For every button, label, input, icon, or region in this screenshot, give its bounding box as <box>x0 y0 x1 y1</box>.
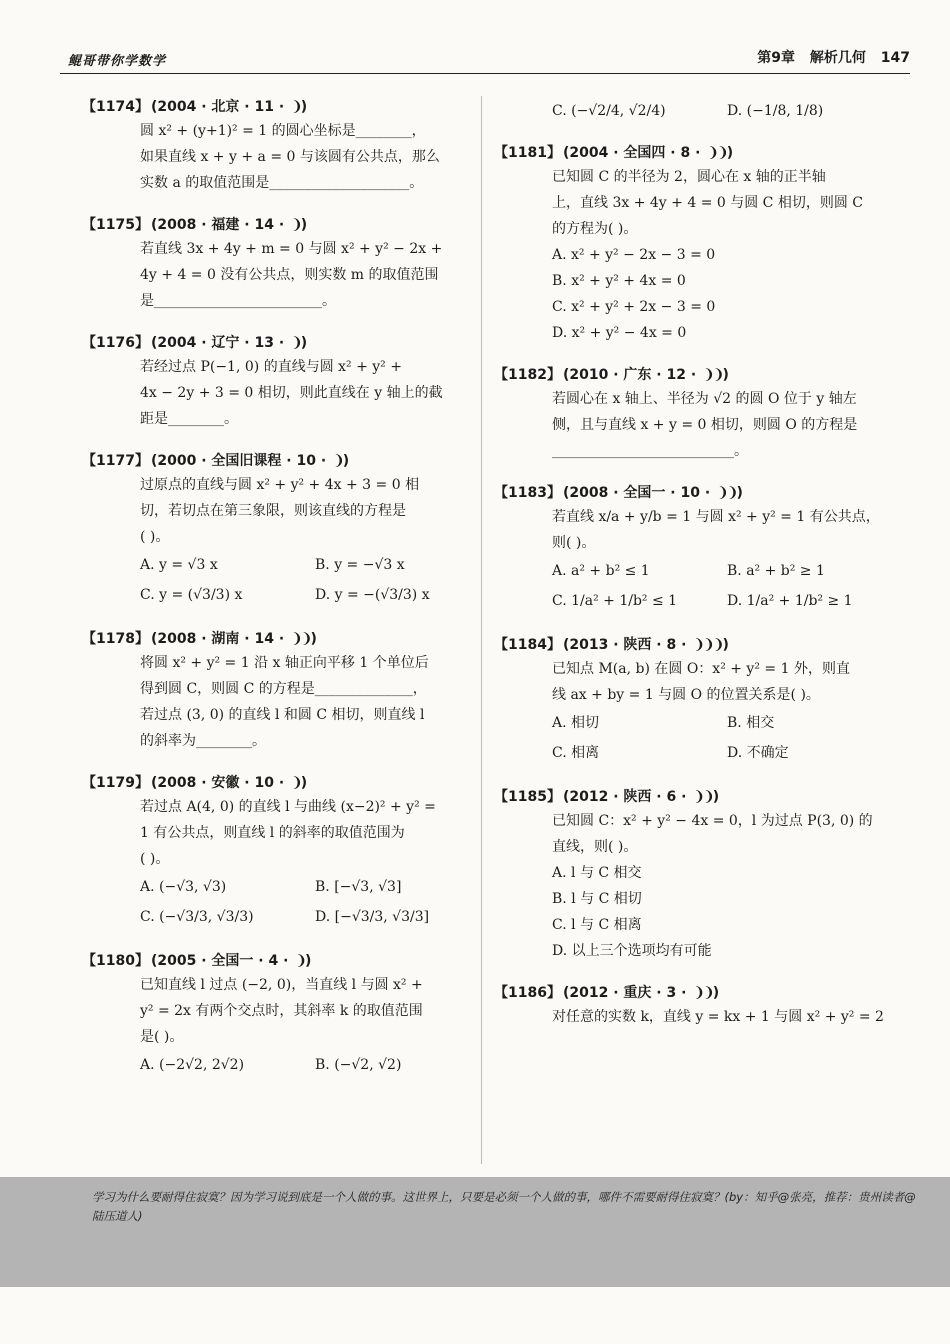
problem-text-line: 过原点的直线与圆 x² + y² + 4x + 3 = 0 相 <box>140 477 420 493</box>
problem-heading <box>494 634 879 656</box>
problem-text-line: 如果直线 x + y + a = 0 与该圆有公共点，那么 <box>140 149 440 165</box>
source-close-paren: ) <box>722 637 729 653</box>
problem-number: 【1179】 <box>82 775 149 791</box>
answer-option: D. 以上三个选项均有可能 <box>552 943 712 959</box>
answer-option: A. a² + b² ≤ 1 <box>552 563 650 579</box>
difficulty-moon-icon: ❩❩ <box>707 145 727 161</box>
footer-quote: 学习为什么要耐得住寂寞？因为学习说到底是一个人做的事。这世界上，只要是必须一个人做的事，哪件不需要耐得住寂寞？(by：知乎@张亮，推荐：贵州读者@陆压道人) <box>92 1190 916 1223</box>
answer-options <box>140 550 462 610</box>
problem-number: 【1182】 <box>494 367 561 383</box>
answer-option: B. a² + b² ≥ 1 <box>727 563 825 579</box>
answer-option: C. x² + y² + 2x − 3 = 0 <box>552 299 716 315</box>
problem <box>82 214 462 314</box>
source-close-paren: ) <box>300 217 308 233</box>
problem-text-line: 若过点 (3, 0) 的直线 l 和圆 C 相切，则直线 l <box>140 707 425 723</box>
problem <box>494 634 879 768</box>
problem <box>82 450 462 610</box>
problem-number: 【1186】 <box>494 985 561 1001</box>
problem-number: 【1184】 <box>494 637 561 653</box>
problem <box>82 950 462 1080</box>
problem-heading <box>82 628 462 650</box>
left-column <box>82 96 462 1098</box>
problem-text-line: 将圆 x² + y² = 1 沿 x 轴正向平移 1 个单位后 <box>140 655 429 671</box>
problem-text-line: 1 有公共点，则直线 l 的斜率的取值范围为 <box>140 825 405 841</box>
problem-text-line: 4y + 4 = 0 没有公共点，则实数 m 的取值范围 <box>140 267 439 283</box>
problem-body <box>140 650 462 754</box>
difficulty-moon-icon: ❩❩ <box>693 985 713 1001</box>
answer-option: A. (−2√2, 2√2) <box>140 1057 245 1073</box>
problem-body <box>552 656 879 768</box>
problem-text-line: 若直线 3x + 4y + m = 0 与圆 x² + y² − 2x + <box>140 241 443 257</box>
section-title: 解析几何 <box>809 50 866 66</box>
problem-body <box>140 354 462 432</box>
problem-text-line: 对任意的实数 k，直线 y = kx + 1 与圆 x² + y² = 2 <box>552 1009 884 1025</box>
problem-text-line: 是( )。 <box>140 1029 184 1045</box>
problem-number: 【1183】 <box>494 485 561 501</box>
problem-text-line: 侧，且与直线 x + y = 0 相切，则圆 O 的方程是 <box>552 417 858 433</box>
problem-text-line: 是________________________。 <box>140 293 336 309</box>
problem-text-line: 已知直线 l 过点 (−2, 0)，当直线 l 与圆 x² + <box>140 977 423 993</box>
answer-option: D. x² + y² − 4x = 0 <box>552 325 687 341</box>
problem-body <box>140 236 462 314</box>
answer-options <box>552 860 879 964</box>
problem-heading <box>494 982 879 1004</box>
problem-source: (2004 · 全国四 · 8 · <box>562 145 706 161</box>
problem-number: 【1177】 <box>82 453 149 469</box>
problem-number: 【1174】 <box>82 99 149 115</box>
problem <box>494 364 879 464</box>
source-close-paren: ) <box>300 775 308 791</box>
problem-text-line: 的斜率为________。 <box>140 733 266 749</box>
difficulty-moon-icon: ❩ <box>291 217 301 233</box>
problem-body <box>140 794 462 932</box>
carried-over-options <box>552 96 879 126</box>
problem-text-line: 的方程为( )。 <box>552 221 638 237</box>
problem <box>82 628 462 754</box>
problem-text-line: 切，若切点在第三象限，则该直线的方程是 <box>140 503 406 519</box>
difficulty-moon-icon: ❩❩ <box>693 789 713 805</box>
answer-options <box>140 872 462 932</box>
problem-number: 【1176】 <box>82 335 149 351</box>
answer-option: C. 1/a² + 1/b² ≤ 1 <box>552 593 678 609</box>
difficulty-moon-icon: ❩ <box>291 775 301 791</box>
answer-option: B. [−√3, √3] <box>315 879 402 895</box>
problem-text-line: 已知圆 C 的半径为 2，圆心在 x 轴的正半轴 <box>552 169 826 185</box>
answer-option: B. (−√2, √2) <box>315 1057 402 1073</box>
problem-text-line: 已知点 M(a, b) 在圆 O：x² + y² = 1 外，则直 <box>552 661 850 677</box>
problem-body <box>140 472 462 610</box>
problem <box>494 142 879 346</box>
problem-source: (2004 · 北京 · 11 · <box>150 99 290 115</box>
answer-options <box>140 1050 462 1080</box>
problem-heading <box>494 786 879 808</box>
right-column <box>494 96 884 1048</box>
answer-options <box>552 556 879 616</box>
problem-body <box>552 808 879 964</box>
problem-source: (2008 · 福建 · 14 · <box>150 217 290 233</box>
answer-option: D. 1/a² + 1/b² ≥ 1 <box>727 593 853 609</box>
problem-heading <box>82 96 462 118</box>
problem-number: 【1178】 <box>82 631 149 647</box>
problem-body <box>552 1004 884 1030</box>
answer-option: D. y = −(√3/3) x <box>315 587 430 603</box>
problem-text-line: y² = 2x 有两个交点时，其斜率 k 的取值范围 <box>140 1003 423 1019</box>
option-c: C. (−√2/4, √2/4) <box>552 103 666 119</box>
problem-text-line: 已知圆 C：x² + y² − 4x = 0，l 为过点 P(3, 0) 的 <box>552 813 873 829</box>
problem-text-line: 若经过点 P(−1, 0) 的直线与圆 x² + y² + <box>140 359 402 375</box>
problem-body <box>552 504 879 616</box>
answer-option: D. [−√3/3, √3/3] <box>315 909 430 925</box>
problem-number: 【1181】 <box>494 145 561 161</box>
difficulty-moon-icon: ❩❩ <box>291 631 311 647</box>
answer-option: B. x² + y² + 4x = 0 <box>552 273 686 289</box>
problem-heading <box>82 214 462 236</box>
chapter-heading <box>747 47 910 67</box>
problem-heading <box>494 142 879 164</box>
problem <box>82 332 462 432</box>
problem <box>82 96 462 196</box>
answer-option: C. (−√3/3, √3/3) <box>140 909 254 925</box>
answer-option: B. l 与 C 相切 <box>552 891 642 907</box>
problem-text-line: 直线，则( )。 <box>552 839 638 855</box>
option-d: D. (−1/8, 1/8) <box>727 103 824 119</box>
problem-text-line: 4x − 2y + 3 = 0 相切，则此直线在 y 轴上的截 <box>140 385 443 401</box>
problem-text-line: 上，直线 3x + 4y + 4 = 0 与圆 C 相切，则圆 C <box>552 195 864 211</box>
answer-option: D. 不确定 <box>727 745 789 761</box>
problem-text-line: 圆 x² + (y+1)² = 1 的圆心坐标是________， <box>140 123 426 139</box>
problem-text-line: 若过点 A(4, 0) 的直线 l 与曲线 (x−2)² + y² = <box>140 799 436 815</box>
problem <box>494 982 884 1030</box>
difficulty-moon-icon: ❩❩ <box>703 367 723 383</box>
problem-source: (2004 · 辽宁 · 13 · <box>150 335 290 351</box>
problem-source: (2012 · 陕西 · 6 · <box>562 789 692 805</box>
problem-heading <box>494 482 879 504</box>
problem-source: (2012 · 重庆 · 3 · <box>562 985 692 1001</box>
problem-body <box>140 972 462 1080</box>
answer-option: A. y = √3 x <box>140 557 218 573</box>
problem <box>494 786 879 964</box>
page-number: 147 <box>880 50 910 66</box>
answer-options <box>552 708 879 768</box>
source-close-paren: ) <box>305 953 312 969</box>
source-close-paren: ) <box>300 335 308 351</box>
chapter-number: 第9章 <box>757 50 796 66</box>
answer-option: B. y = −√3 x <box>315 557 405 573</box>
problem-text-line: __________________________。 <box>552 443 748 459</box>
source-close-paren: ) <box>300 99 308 115</box>
source-close-paren: ) <box>712 789 720 805</box>
column-divider <box>481 96 482 1164</box>
source-close-paren: ) <box>712 985 720 1001</box>
problem-body <box>552 164 879 346</box>
answer-option: B. 相交 <box>727 715 775 731</box>
problem-heading <box>82 950 462 972</box>
problem-source: (2013 · 陕西 · 8 · <box>562 637 692 653</box>
problem-source: (2008 · 湖南 · 14 · <box>150 631 290 647</box>
answer-option: A. 相切 <box>552 715 600 731</box>
right-problem-list <box>494 142 884 1030</box>
answer-option: C. l 与 C 相离 <box>552 917 642 933</box>
problem-text-line: 若圆心在 x 轴上、半径为 √2 的圆 O 位于 y 轴左 <box>552 391 857 407</box>
problem-text-line: ( )。 <box>140 529 170 545</box>
source-close-paren: ) <box>722 367 729 383</box>
answer-option: C. 相离 <box>552 745 600 761</box>
difficulty-moon-icon: ❩ <box>291 335 301 351</box>
problem-heading <box>82 772 462 794</box>
problem-text-line: 距是________。 <box>140 411 238 427</box>
problem-body <box>552 386 879 464</box>
problem-text-line: 线 ax + by = 1 与圆 O 的位置关系是( )。 <box>552 687 820 703</box>
source-close-paren: ) <box>342 453 350 469</box>
problem-body <box>140 118 462 196</box>
problem-text-line: 若直线 x/a + y/b = 1 与圆 x² + y² = 1 有公共点， <box>552 509 880 525</box>
problem-source: (2005 · 全国一 · 4 · <box>150 953 294 969</box>
problem-source: (2000 · 全国旧课程 · 10 · <box>150 453 332 469</box>
problem-heading <box>82 332 462 354</box>
difficulty-moon-icon: ❩ <box>291 99 301 115</box>
problem <box>82 772 462 932</box>
difficulty-moon-icon: ❩❩❩ <box>693 637 723 653</box>
problem-source: (2008 · 全国一 · 10 · <box>562 485 716 501</box>
source-close-paren: ) <box>310 631 317 647</box>
source-close-paren: ) <box>726 145 734 161</box>
problem-source: (2010 · 广东 · 12 · <box>562 367 702 383</box>
problem-number: 【1180】 <box>82 953 149 969</box>
answer-option: C. y = (√3/3) x <box>140 587 243 603</box>
problem-text-line: 得到圆 C，则圆 C 的方程是______________， <box>140 681 427 697</box>
problem-number: 【1175】 <box>82 217 149 233</box>
problem-heading <box>494 364 879 386</box>
answer-options <box>552 242 879 346</box>
problem-heading <box>82 450 462 472</box>
page-header <box>60 46 910 74</box>
difficulty-moon-icon: ❩❩ <box>717 485 737 501</box>
book-title: 鲲哥带你学数学 <box>68 54 167 69</box>
source-close-paren: ) <box>736 485 743 501</box>
answer-option: A. x² + y² − 2x − 3 = 0 <box>552 247 716 263</box>
problem-text-line: 则( )。 <box>552 535 596 551</box>
answer-option: A. (−√3, √3) <box>140 879 227 895</box>
problem-source: (2008 · 安徽 · 10 · <box>150 775 290 791</box>
problem-number: 【1185】 <box>494 789 561 805</box>
answer-option: A. l 与 C 相交 <box>552 865 642 881</box>
difficulty-moon-icon: ❩ <box>333 453 343 469</box>
problem-text-line: 实数 a 的取值范围是____________________。 <box>140 175 424 191</box>
problem <box>494 482 879 616</box>
problem-text-line: ( )。 <box>140 851 170 867</box>
difficulty-moon-icon: ❩ <box>295 953 306 969</box>
